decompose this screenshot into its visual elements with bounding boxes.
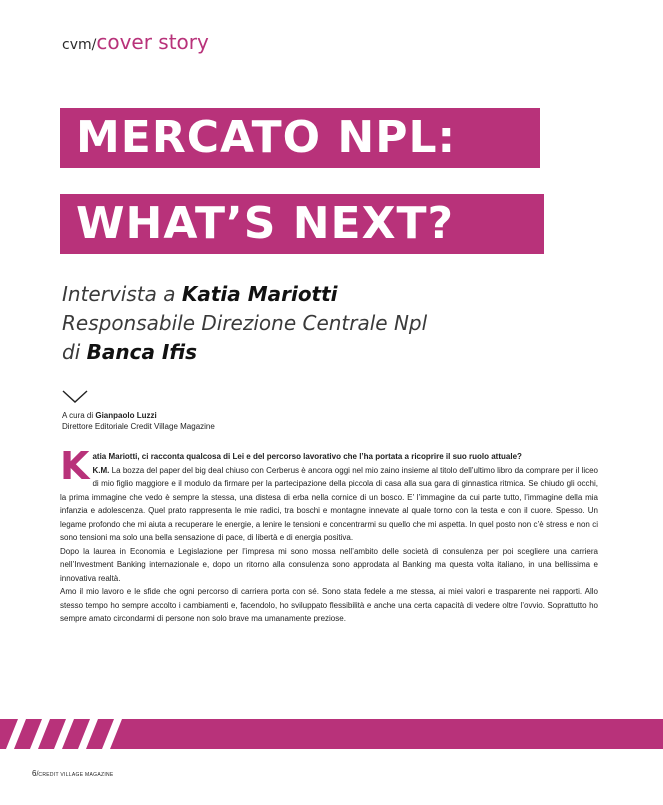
drop-cap: K: [60, 444, 90, 488]
page-number: 6: [32, 769, 37, 778]
magazine-name: CREDIT VILLAGE MAGAZINE: [38, 772, 114, 778]
interview-question: atia Mariotti, ci racconta qualcosa di Lei e del percorso lavorativo che l’ha portata a ricoprire il suo ruolo attuale?: [92, 452, 522, 461]
page-footer: [32, 769, 114, 778]
title-line-1: MERCATO NPL:: [60, 108, 540, 168]
credit-block: [62, 410, 215, 432]
subtitle-line-3: [62, 338, 427, 367]
chevron-down-icon: [62, 390, 88, 404]
credit-line: [62, 410, 215, 421]
answer-paragraph-2: Dopo la laurea in Economia e Legislazione per l’impresa mi sono mossa nell’ambito delle società di consulenza per poi scegliere una carriera nell’Investment Banking internazionale e, dopo un ritorno alla consulenza sono approdata al Banking ma questa volta italiano, in una bellissima e innovativa realtà.: [60, 546, 598, 583]
title-line-2: WHAT’S NEXT?: [60, 194, 544, 254]
footer-stripes: [0, 719, 140, 749]
subtitle: [62, 280, 427, 367]
article-question-paragraph: [60, 444, 598, 545]
credit-role: Direttore Editoriale Credit Village Magazine: [62, 422, 215, 431]
interviewee-name: Katia Mariotti: [181, 282, 338, 306]
answer-initials: K.M.: [92, 465, 110, 475]
subtitle-intro: Intervista a: [62, 282, 182, 306]
answer-paragraph-3: Amo il mio lavoro e le sfide che ogni percorso di carriera porta con sé. Sono stata fedele a me stessa, ai miei valori e trasparente nei rapporti. Allo stesso tempo ho sempre accolto i cambiamenti e, facendolo, ho sviluppato flessibilità e anche una certa capacità di vedere oltre l’ovvio. Soprattutto ho sempre amato circondarmi di persone non solo brave ma umanamente preziose.: [60, 587, 598, 623]
subtitle-di: di: [62, 340, 87, 364]
company-name: Banca Ifis: [86, 340, 197, 364]
footer-separator: /: [36, 771, 39, 778]
credit-prefix: A cura di: [62, 411, 96, 420]
answer-paragraph-1: La bozza del paper del big deal chiuso con Cerberus è ancora oggi nel mio zaino insieme al titolo dell’ultimo libro da comprare per il liceo di mio figlio maggiore e il modulo da firmare per la partecipazione della piccola di casa alla sua gara di ginnastica ritmica. Se chiudo gli occhi, la prima immagine che vedo è sempre la stessa, una distesa di erba nella cornice di un bosco. E’ l’immagine da cui parte tutto, l’immagine della mia infanzia e adolescenza. Quel prato rappresenta le mie radici, tra boschi e montagne innevate al quale torno con la testa e con il cuore. Spesso. Un legame profondo che mi aiuta a recuperare le energie, a lenire le tensioni e concentrarmi su quello che mi aspetta. In quel posto non c’è stress e non ci sono tensioni ma solo una bella sensazione di pace, di libertà e di energia positiva.: [60, 465, 598, 542]
article-body: [60, 444, 598, 626]
section-prefix: cvm/: [62, 37, 97, 53]
section-label: [62, 30, 209, 54]
subtitle-line-1: [62, 280, 427, 309]
section-name: cover story: [96, 30, 209, 54]
subtitle-line-2: Responsabile Direzione Centrale Npl: [62, 311, 428, 335]
credit-author: Gianpaolo Luzzi: [95, 411, 157, 420]
